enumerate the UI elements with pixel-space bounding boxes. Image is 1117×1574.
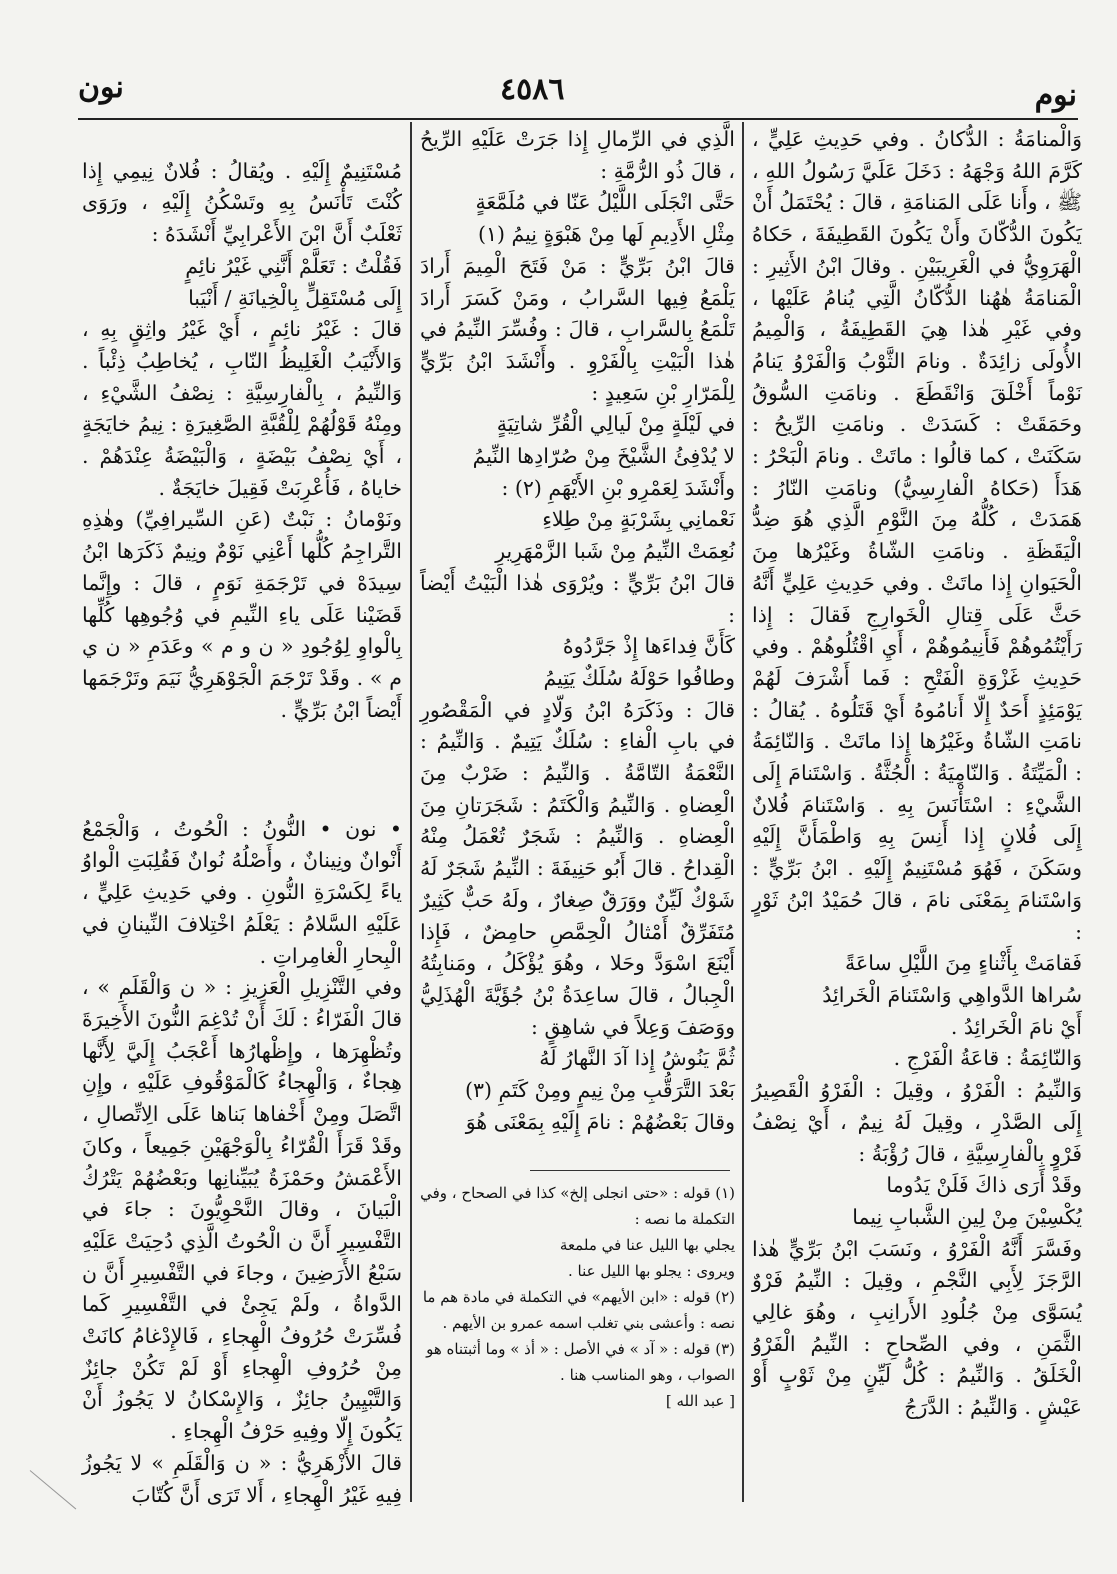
header-right-word: نوم xyxy=(1034,78,1077,113)
header-left-word: نون xyxy=(78,70,124,105)
column-divider-left xyxy=(410,122,412,1502)
page-number: ٤٥٨٦ xyxy=(500,72,565,107)
column-right: وَالْمنامَةُ : الدُّكانُ . وفي حَدِيثِ عَلِيٍّ ، كَرَّمَ اللهُ وَجْهَهُ : دَخَلَ عَلَيَّ رَسُولُ اللهِ ، ﷺ ، وأَنا عَلَى المَنامَةِ ، قالَ : يُحْتَمَلُ أَنْ يَكُونَ الدُّكّانَ وأَنْ يَكُونَ القَطِيفَةَ ، حَكاهُ الْهَرَوِيُّ في الْغَرِيبَيْنِ . وقالَ ابْنُ الأَثِيرِ : الْمَنامَةُ هٰهُنا الدُّكّانُ الَّتِي يُنامُ عَلَيْها ، وفي غَيْرِ هٰذا هِيَ القَطِيفَةُ ، وَالْمِيمُ الأُولَى زائِدَةٌ . ونامَ الثَّوْبُ وَالْفَرْوُ يَنامُ نَوْماً أَخْلَقَ وَانْقَطَعَ . ونامَتِ السُّوقُ وحَمَقَتْ : كَسَدَتْ . ونامَتِ الرِّيحُ : سَكَنَتْ ، كما قالُوا : ماتَتْ . ونامَ الْبَحْرُ : هَدَأَ (حَكاهُ الْفارِسِيُّ) ونامَتِ النّارُ : هَمَدَتْ ، كُلُّهُ مِنَ النَّوْمِ الَّذِي هُوَ ضِدُّ الْيَقَظَةِ . ونامَتِ الشّاةُ وغَيْرُها مِنَ الْحَيَوانِ إِذا ماتَتْ . وفي حَدِيثِ عَلِيٍّ أَنَّهُ حَثَّ عَلَى قِتالِ الْخَوارِجِ فَقالَ : إِذا رَأَيْتُمُوهُمْ فَأَنِيمُوهُمْ ، أَيِ اقْتُلُوهُمْ . وفي حَدِيثِ غَزْوَةِ الْفَتْحِ : فَما أَشْرَفَ لَهُمْ يَوْمَئِذٍ أَحَدٌ إِلّا أَنامُوهُ أَيْ قَتَلُوهُ . يُقالُ : نامَتِ الشّاةُ وغَيْرُها إِذا ماتَتْ . وَالنّائِمَةُ : الْمَيِّتَةُ . وَالنّامِيَةُ : الْجُثَّةُ . وَاسْتَنامَ إِلَى الشَّيْءِ : اسْتَأْنَسَ بِهِ . وَاسْتَنامَ فُلانٌ إِلَى فُلانٍ إِذا أَنِسَ بِهِ وَاطْمَأَنَّ إِلَيْهِ وسَكَنَ ، فَهُوَ مُسْتَنِيمٌ إِلَيْهِ . ابْنُ بَرِّيٍّ : وَاسْتَنامَ بِمَعْنَى نامَ ، قالَ حُمَيْدُ ابْنُ ثَوْرٍ : فَقامَتْ بِأَثْناءٍ مِنَ اللَّيْلِ ساعَةً سُراها الدَّواهِي وَاسْتَنامَ الْخَرائِدُ أَيْ نامَ الْخَرائِدُ . وَالنّائِمَةُ : قاعَةُ الْفَرْجِ . وَالنِّيمُ : الْفَرْوُ ، وقِيلَ : الْفَرْوُ الْقَصِيرُ إِلَى الصَّدْرِ ، وقِيلَ لَهُ نِيمٌ ، أَيْ نِصْفُ فَرْوٍ بِالْفارِسِيَّةِ ، قالَ رُؤْبَةُ : وقَدْ أَرَى ذاكَ فَلَنْ يَدُوما يُكْسِيْنَ مِنْ لِينِ الشَّبابِ نِيما وفَسَّرَ أَنَّهُ الْفَرْوُ ، ونَسَبَ ابْنُ بَرِّيٍّ هٰذا الرَّجَزَ لِأَبِي النَّجْمِ ، وقِيلَ : النِّيمُ فَرْوٌ يُسَوَّى مِنْ جُلُودِ الأَرانِبِ ، وهُوَ غالِي الثَّمَنِ ، وفي الصِّحاحِ : النِّيمُ الْفَرْوُ الْخَلَقُ . وَالنِّيمُ : كُلُّ لَيِّنٍ مِنْ ثَوْبٍ أَوْ عَيْشٍ . وَالنِّيمُ : الدَّرَجُ xyxy=(752,127,1082,1420)
header-rule xyxy=(78,118,1078,120)
scan-mark xyxy=(30,1470,77,1509)
column-divider-right xyxy=(742,122,744,1502)
footnotes: (١) قوله : «حتى انجلى إلخ» كذا في الصحاح ، وفي التكملة ما نصه : يجلي بها الليل عنا في ملمعة ويروى : يجلو بها الليل عنا . (٢) قوله : «ابن الأيهم» في التكملة في مادة هم ما نصه : وأعشى بني تغلب اسمه عمرو بن الأيهم . (٣) قوله : « آد » في الأصل : « أذ » وما أثبتناه هو الصواب ، وهو المناسب هنا . [ عبد الله ] xyxy=(420,1184,735,1410)
column-left xyxy=(82,124,402,1507)
entry-spacer xyxy=(82,758,402,782)
entry-nun: • نون • النُّونُ : الْحُوتُ ، وَالْجَمْعُ أَنْوانٌ ونِينانٌ ، وأَصْلُهُ نُوانٌ فَقُلِبَتِ الْواوُ ياءً لِكَسْرَةِ النُّونِ . وفي حَدِيثِ عَلِيٍّ ، عَلَيْهِ السَّلامُ : يَعْلَمُ اخْتِلافَ النِّينانِ في الْبِحارِ الْغامِراتِ . وفي التَّنْزِيلِ الْعَزِيزِ : « ن وَالْقَلَمِ » ، قالَ الْفَرّاءُ : لَكَ أَنْ تُدْغِمَ النُّونَ الأَخِيرَةَ وتُظْهِرَها ، وإِظْهارُها أَعْجَبُ إِلَيَّ لِأَنَّها هِجاءٌ ، وَالْهِجاءُ كَالْمَوْقُوفِ عَلَيْهِ ، وإِنِ اتَّصَلَ ومِنْ أَخْفاها بَناها عَلَى الِاتِّصالِ ، وقَدْ قَرَأَ الْقُرّاءُ بِالْوَجْهَيْنِ جَمِيعاً ، وكانَ الأَعْمَشُ وحَمْزَةُ يُبَيِّنانِها وبَعْضُهُمْ يَتْرُكُ الْبَيانَ ، وقالَ النَّحْوِيُّونَ : جاءَ في التَّفْسِيرِ أَنَّ ن الْحُوتُ الَّذِي دُحِيَتْ عَلَيْهِ سَبْعُ الأَرَضِينَ ، وجاءَ في التَّفْسِيرِ أَنَّ ن الدَّواةُ ، ولَمْ يَجِئْ في التَّفْسِيرِ كَما فُسِّرَتْ حُرُوفُ الْهِجاءِ ، فَالإِدْغامُ كانَتْ مِنْ حُرُوفِ الْهِجاءِ أَوْ لَمْ تَكُنْ جائِزٌ وَالتَّبْيِينُ جائِزٌ ، وَالإِسْكانُ لا يَجُوزُ أَنْ يَكُونَ إِلّا وفِيهِ حَرْفُ الْهِجاءِ . قالَ الأَزْهَرِيُّ : « ن وَالْقَلَمِ » لا يَجُوزُ فِيهِ غَيْرُ الْهِجاءِ ، أَلا تَرَى أَنَّ كُتّابَ xyxy=(82,816,402,1507)
column-middle: الَّذِي في الرِّمالِ إِذا جَرَتْ عَلَيْهِ الرِّيحُ ، قالَ ذُو الرُّمَّةِ : حَتَّى انْجَلَى اللَّيْلُ عَنّا في مُلَمَّعَةٍ مِثْلِ الأَدِيمِ لَها مِنْ هَبْوَةٍ نِيمُ (١) قالَ ابْنُ بَرِّيٍّ : مَنْ فَتَحَ الْمِيمَ أَرادَ يَلْمَعُ فِيها السَّرابُ ، ومَنْ كَسَرَ أَرادَ تَلْمَعُ بِالسَّرابِ ، قالَ : وفُسِّرَ النِّيمُ في هٰذا الْبَيْتِ بِالْفَرْوِ . وأَنْشَدَ ابْنُ بَرِّيٍّ لِلْمَرّارِ بْنِ سَعِيدٍ : في لَيْلَةٍ مِنْ لَيالِي الْقُرِّ شاتِيَةٍ لا يُدْفِئُ الشَّيْخَ مِنْ صُرّادِها النِّيمُ وأَنْشَدَ لِعَمْرِو بْنِ الأَيْهَمِ (٢) : نَعْمانِي بِشَرْبَةٍ مِنْ طِلاءِ نُعِمَتْ النِّيمُ مِنْ شَبا الزَّمْهَرِيرِ قالَ ابْنُ بَرِّيٍّ : ويُرْوَى هٰذا الْبَيْتُ أَيْضاً : كَأَنَّ فِداءَها إِذْ جَرَّدُوهُ وطافُوا حَوْلَهُ سُلَكٌ يَتِيمُ قالَ : وذَكَرَهُ ابْنُ وَلّادٍ في الْمَقْصُورِ في بابِ الْفاءِ : سُلَكٌ يَتِيمٌ . وَالنِّيمُ : النَّعْمَةُ التّامَّةُ . وَالنِّيمُ : ضَرْبٌ مِنَ الْعِضاهِ . وَالنِّيمُ وَالْكَتَمُ : شَجَرَتانِ مِنَ الْعِضاهِ . وَالنِّيمُ : شَجَرٌ تُعْمَلُ مِنْهُ الْقِداحُ . قالَ أَبُو حَنِيفَةَ : النِّيمُ شَجَرٌ لَهُ شَوْكٌ لَيِّنٌ ووَرَقٌ صِغارٌ ، ولَهُ حَبٌّ كَثِيرٌ مُتَفَرِّقٌ أَمْثالُ الْحِمَّصِ حامِضٌ ، فَإِذا أَيْنَعَ اسْوَدَّ وحَلا ، وهُوَ يُؤْكَلُ ، ومَنابِتُهُ الْجِبالُ ، قالَ ساعِدَةُ بْنُ جُؤَيَّةَ الْهُذَلِيُّ ووَصَفَ وَعِلاً في شاهِقٍ : ثُمَّ يَنُوشُ إِذا آدَ النَّهارُ لَهُ بَعْدَ التَّرَقُّبِ مِنْ نِيمٍ ومِنْ كَتَمِ (٣) وقالَ بَعْضُهُمْ : نامَ إِلَيْهِ بِمَعْنَى هُوَ xyxy=(420,127,735,1134)
footnote-rule xyxy=(530,1170,730,1171)
entry-continuation: مُسْتَنِيمٌ إِلَيْهِ . ويُقالُ : فُلانٌ نِيمِي إِذا كُنْتَ تَأْنَسُ بِهِ وتَسْكُنُ إِلَيْهِ ، ورَوَى ثَعْلَبٌ أَنَّ ابْنَ الأَعْرابِيِّ أَنْشَدَهُ : فَقُلْتُ : تَعَلَّمْ أَنَّنِي غَيْرُ نائِمٍ إِلَى مُسْتَقِلٍّ بِالْخِيانَةِ / أَنْيَبا قالَ : غَيْرُ نائِمٍ ، أَيْ غَيْرُ واثِقٍ بِهِ ، وَالأَنْيَبُ الْغَلِيظُ النّابِ ، يُخاطِبُ ذِئْباً . وَالنِّيمُ ، بِالْفارِسِيَّةِ : نِصْفُ الشَّيْءِ ، ومِنْهُ قَوْلُهُمْ لِلْقُبَّةِ الصَّغِيرَةِ : نِيمُ خايَجَةٍ ، أَيْ نِصْفُ بَيْضَةٍ ، وَالْبَيْضَةُ عِنْدَهُمْ . خاياهُ ، فَأُعْرِبَتْ فَقِيلَ خايَجَةٌ . ونَوْمانُ : نَبْتٌ (عَنِ السِّيرافِيِّ) وهٰذِهِ التَّراجِمُ كُلُّها أَعْنِي نَوْمٌ ونِيمٌ ذَكَرَها ابْنُ سِيدَهْ في تَرْجَمَةِ نَوَمٍ ، قالَ : وإِنَّما قَضَيْنا عَلَى ياءِ النِّيمِ في وُجُوهِها كُلِّها بِالْواوِ لِوُجُودِ « ن و م » وعَدَمِ « ن ي م » . وقَدْ تَرْجَمَ الْجَوْهَرِيُّ نَيَمَ وتَرْجَمَها أَيْضاً ابْنُ بَرِّيٍّ . xyxy=(82,158,402,722)
